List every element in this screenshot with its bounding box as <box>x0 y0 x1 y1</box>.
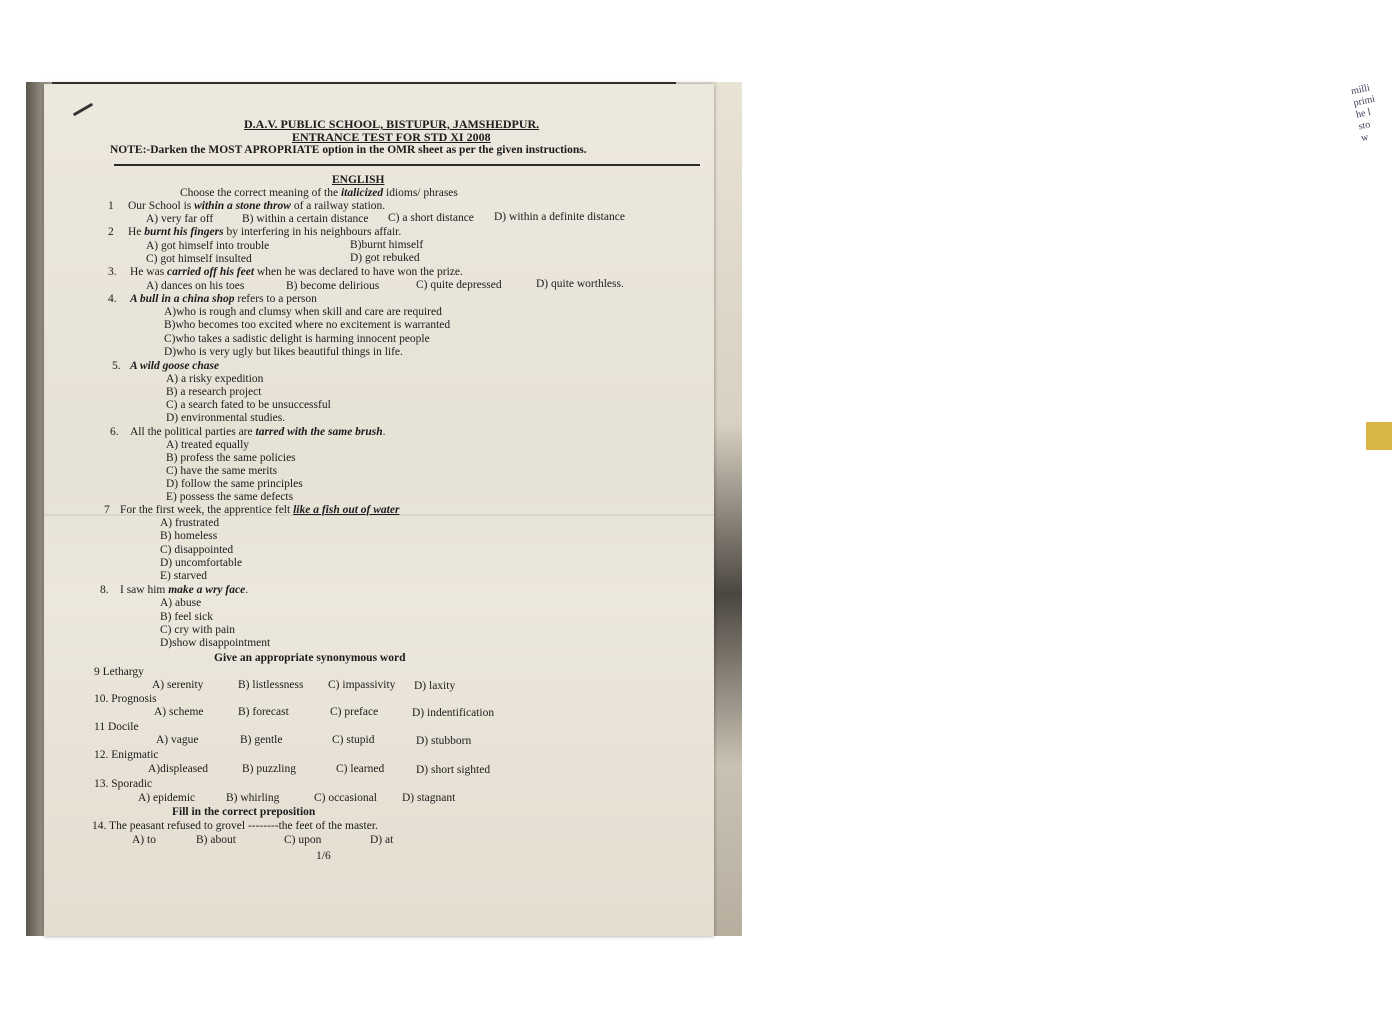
q11-option-a[interactable]: A) vague <box>156 734 199 746</box>
page-number: 1/6 <box>316 850 331 862</box>
q12-option-b[interactable]: B) puzzling <box>242 763 296 775</box>
q11-option-c[interactable]: C) stupid <box>332 734 375 746</box>
synonym-section-title: Give an appropriate synonymous word <box>214 652 406 664</box>
q9-stem: 9 Lethargy <box>94 666 144 678</box>
q13-option-a[interactable]: A) epidemic <box>138 792 196 804</box>
q8-stem: I saw him make a wry face. <box>120 584 249 596</box>
q7-option-e[interactable]: E) starved <box>160 570 207 582</box>
q13-option-c[interactable]: C) occasional <box>314 792 377 804</box>
q1-number: 1 <box>108 200 114 212</box>
q12-stem: 12. Enigmatic <box>94 749 159 761</box>
q7-number: 7 <box>104 504 110 516</box>
q8-option-b[interactable]: B) feel sick <box>160 611 214 623</box>
q14-stem: 14. The peasant refused to grovel --------the feet of the master. <box>92 820 378 832</box>
q2-option-d[interactable]: D) got rebuked <box>350 252 420 264</box>
q6-option-e[interactable]: E) possess the same defects <box>166 491 294 503</box>
q8-option-a[interactable]: A) abuse <box>160 597 202 609</box>
q14-option-a[interactable]: A) to <box>132 834 156 846</box>
q2-option-b[interactable]: B)burnt himself <box>350 239 424 251</box>
q4-stem: A bull in a china shop refers to a person <box>130 293 317 305</box>
q4-option-b[interactable]: B)who becomes too excited where no excitement is warranted <box>164 319 451 331</box>
preposition-section-title: Fill in the correct preposition <box>172 806 316 818</box>
q3-stem: He was carried off his feet when he was declared to have won the prize. <box>130 266 463 278</box>
q5-option-a[interactable]: A) a risky expedition <box>166 373 264 385</box>
q8-number: 8. <box>100 584 109 596</box>
photo-frame <box>26 82 1377 936</box>
q7-option-c[interactable]: C) disappointed <box>160 544 234 556</box>
q9-option-d[interactable]: D) laxity <box>414 680 456 692</box>
q3-number: 3. <box>108 266 117 278</box>
q13-option-d[interactable]: D) stagnant <box>402 792 456 804</box>
exam-paper <box>44 84 714 936</box>
q14-option-b[interactable]: B) about <box>196 834 236 846</box>
q7-option-d[interactable]: D) uncomfortable <box>160 557 243 569</box>
q4-option-c[interactable]: C)who takes a sadistic delight is harming innocent people <box>164 333 430 345</box>
q13-stem: 13. Sporadic <box>94 778 153 790</box>
note-text: NOTE:-Darken the MOST APROPRIATE option in the OMR sheet as per the given instructions. <box>110 144 587 156</box>
q1-option-a[interactable]: A) very far off <box>146 213 214 225</box>
q6-number: 6. <box>110 426 119 438</box>
q6-option-a[interactable]: A) treated equally <box>166 439 250 451</box>
q5-option-c[interactable]: C) a search fated to be unsuccessful <box>166 399 331 411</box>
q1-stem: Our School is within a stone throw of a railway station. <box>128 200 386 212</box>
q10-option-b[interactable]: B) forecast <box>238 706 289 718</box>
section-title: ENGLISH <box>332 174 385 186</box>
q8-option-c[interactable]: C) cry with pain <box>160 624 236 636</box>
q4-option-a[interactable]: A)who is rough and clumsy when skill and care are required <box>164 306 442 318</box>
q2-stem: He burnt his fingers by interfering in his neighbours affair. <box>128 226 402 238</box>
q13-option-b[interactable]: B) whirling <box>226 792 280 804</box>
q3-option-c[interactable]: C) quite depressed <box>416 279 502 291</box>
q4-option-d[interactable]: D)who is very ugly but likes beautiful things in life. <box>164 346 403 358</box>
q5-option-d[interactable]: D) environmental studies. <box>166 412 286 424</box>
q5-stem: A wild goose chase <box>130 360 220 372</box>
q5-number: 5. <box>112 360 121 372</box>
q11-option-d[interactable]: D) stubborn <box>416 735 472 747</box>
q9-option-c[interactable]: C) impassivity <box>328 679 396 691</box>
q2-option-a[interactable]: A) got himself into trouble <box>146 240 270 252</box>
q6-option-d[interactable]: D) follow the same principles <box>166 478 303 490</box>
background-yellow-strip <box>1366 422 1392 450</box>
q4-number: 4. <box>108 293 117 305</box>
q10-option-a[interactable]: A) scheme <box>154 706 204 718</box>
q7-option-a[interactable]: A) frustrated <box>160 517 220 529</box>
q9-option-a[interactable]: A) serenity <box>152 679 204 691</box>
q1-option-d[interactable]: D) within a definite distance <box>494 211 625 223</box>
q3-option-b[interactable]: B) become delirious <box>286 280 380 292</box>
q6-option-b[interactable]: B) profess the same policies <box>166 452 296 464</box>
q2-number: 2 <box>108 226 114 238</box>
q10-option-c[interactable]: C) preface <box>330 706 379 718</box>
background-book-text: milli primi he l sto w <box>1350 82 1377 145</box>
q11-stem: 11 Docile <box>94 721 139 733</box>
section-instruction: Choose the correct meaning of the italicized idioms/ phrases <box>180 187 458 199</box>
q10-stem: 10. Prognosis <box>94 693 157 705</box>
school-name: D.A.V. PUBLIC SCHOOL, BISTUPUR, JAMSHEDPUR. <box>244 117 540 131</box>
q5-option-b[interactable]: B) a research project <box>166 386 262 398</box>
q12-option-c[interactable]: C) learned <box>336 763 385 775</box>
q2-option-c[interactable]: C) got himself insulted <box>146 253 252 265</box>
q1-option-b[interactable]: B) within a certain distance <box>242 213 369 225</box>
q6-option-c[interactable]: C) have the same merits <box>166 465 278 477</box>
q8-option-d[interactable]: D)show disappointment <box>160 637 271 649</box>
q11-option-b[interactable]: B) gentle <box>240 734 283 746</box>
q10-option-d[interactable]: D) indentification <box>412 707 495 719</box>
q3-option-d[interactable]: D) quite worthless. <box>536 278 624 290</box>
q14-option-d[interactable]: D) at <box>370 834 394 846</box>
q1-option-c[interactable]: C) a short distance <box>388 212 474 224</box>
q6-stem: All the political parties are tarred with the same brush. <box>130 426 386 438</box>
pen-mark <box>73 103 94 117</box>
q9-option-b[interactable]: B) listlessness <box>238 679 304 691</box>
header-rule <box>114 164 700 166</box>
q12-option-a[interactable]: A)displeased <box>148 763 209 775</box>
q12-option-d[interactable]: D) short sighted <box>416 764 491 776</box>
q3-option-a[interactable]: A) dances on his toes <box>146 280 245 292</box>
q14-option-c[interactable]: C) upon <box>284 834 322 846</box>
test-title: ENTRANCE TEST FOR STD XI 2008 <box>292 130 491 144</box>
q7-stem: For the first week, the apprentice felt like a fish out of water <box>120 504 400 516</box>
q7-option-b[interactable]: B) homeless <box>160 530 218 542</box>
